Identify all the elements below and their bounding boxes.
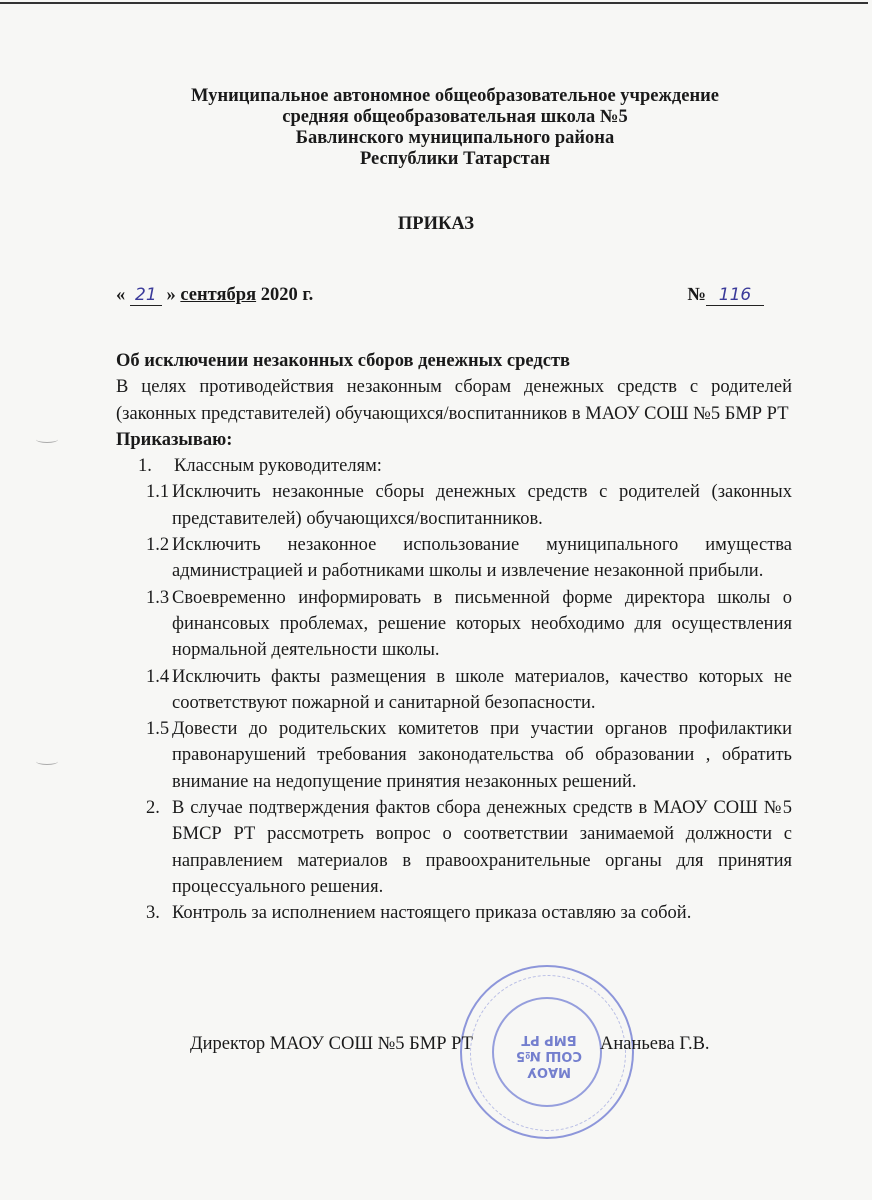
item-number: 1. — [138, 456, 152, 477]
order-number — [687, 285, 764, 306]
date-line — [116, 285, 776, 306]
date-month: сентября — [180, 285, 257, 305]
signatory-position: Директор МАОУ СОШ №5 БМР РТ — [190, 1034, 473, 1054]
order-intro: В целях противодействия незаконным сборам денежных средств с родителей (законных представителей) обучающихся/воспитанников в МАОУ СОШ №5 БМР РТ — [116, 377, 792, 424]
date-year: 2020 г. — [260, 285, 314, 305]
document-title: ПРИКАЗ — [397, 214, 475, 234]
item-text: Исключить незаконные сборы денежных средств с родителей (законных представителей) обучающихся/воспитанников. — [172, 482, 792, 529]
list-item — [116, 900, 792, 926]
header-line: Республики Татарстан — [359, 149, 551, 169]
order-number-value: 116 — [706, 285, 764, 306]
list-item — [116, 532, 792, 585]
item-text: Классным руководителям: — [174, 456, 382, 477]
item-number: 1.3 — [146, 587, 170, 608]
signatory-name: Ананьева Г.В. — [600, 1034, 710, 1054]
institution-header — [120, 86, 790, 170]
item-number: 3. — [146, 903, 160, 924]
item-text: Контроль за исполнением настоящего приказа оставляю за собой. — [172, 903, 692, 924]
list-item — [116, 795, 792, 900]
date-open-quote: « — [116, 285, 126, 305]
item-number: 1.1 — [146, 482, 170, 503]
signature-line — [190, 1034, 750, 1055]
hole-punch-mark — [36, 436, 58, 443]
list-item — [116, 664, 792, 717]
stamp-line: СОШ №5 — [516, 1048, 582, 1063]
stamp-line: МАОУ — [526, 1064, 572, 1079]
list-item — [116, 479, 792, 532]
stamp-line: БМР РТ — [521, 1032, 577, 1047]
document-body — [116, 348, 792, 927]
order-subject: Об исключении незаконных сборов денежных средств — [116, 351, 571, 371]
item-text: Исключить незаконное использование муниципального имущества администрацией и работниками школы и извлечение незаконной прибыли. — [172, 535, 792, 582]
list-item — [116, 585, 792, 664]
item-text: В случае подтверждения фактов сбора денежных средств в МАОУ СОШ №5 БМСР РТ рассмотреть вопрос о соответствии занимаемой должности с направлением материалов в правоохранительные органы для принятия процессуального решения. — [172, 798, 792, 897]
item-number: 1.4 — [146, 666, 170, 687]
item-number: 2. — [146, 798, 160, 819]
item-text: Исключить факты размещения в школе материалов, качество которых не соответствуют пожарной и санитарной безопасности. — [172, 666, 792, 713]
date-close-quote: » — [166, 285, 176, 305]
header-line: средняя общеобразовательная школа №5 — [282, 107, 628, 127]
hole-punch-mark — [36, 758, 58, 765]
header-line: Муниципальное автономное общеобразовательное учреждение — [190, 86, 719, 106]
item-text: Своевременно информировать в письменной форме директора школы о финансовых проблемах, решение которых необходимо для осуществления нормальной деятельности школы. — [172, 587, 792, 661]
item-number: 1.2 — [146, 535, 170, 556]
list-item — [116, 453, 792, 479]
date-day: 21 — [130, 285, 162, 306]
item-number: 1.5 — [146, 719, 170, 740]
list-item — [116, 716, 792, 795]
scan-top-border — [0, 2, 868, 4]
item-text: Довести до родительских комитетов при участии органов профилактики правонарушений требования законодательства об образовании , обратить внимание на недопущение принятия незаконных решений. — [172, 719, 792, 792]
header-line: Бавлинского муниципального района — [295, 128, 615, 148]
order-word: Приказываю: — [116, 429, 233, 450]
order-number-label: № — [687, 285, 706, 305]
